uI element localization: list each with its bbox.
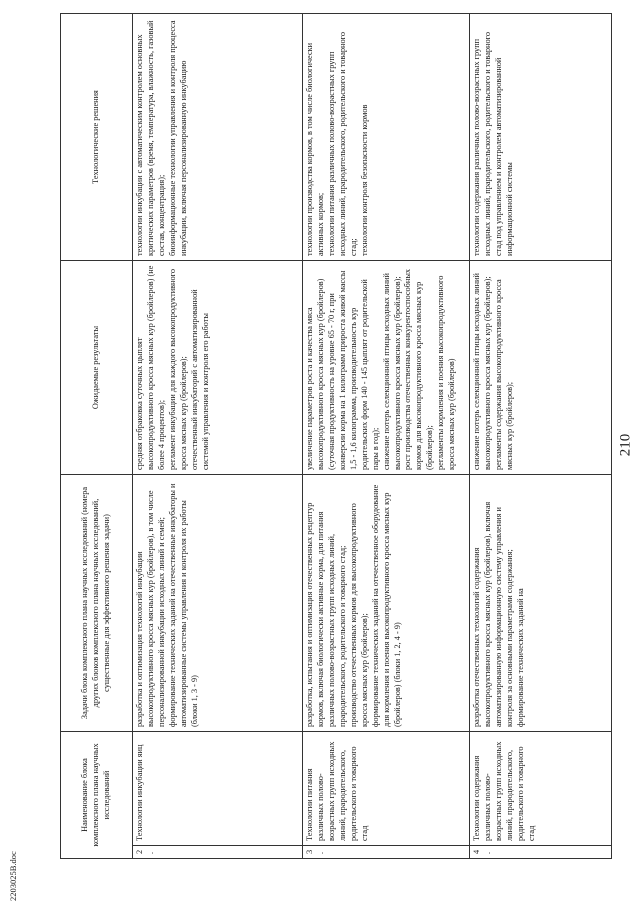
solutions-item: технологии контроля безопасности кормов bbox=[359, 104, 369, 256]
cell-solutions bbox=[470, 14, 612, 261]
tasks-item: разработка, испытания и оптимизация отечественных рецептур кормов, включая биологически активные корма, для питания различных полово-возрастных групп исходных линий, прародительского, родительского и товарного стад; bbox=[305, 502, 347, 727]
table-row bbox=[470, 14, 612, 859]
results-item: снижение потерь селекционной птицы исходных линий высокопродуктивного кросса мясных кур (бройлеров); bbox=[381, 273, 402, 470]
research-plan-table bbox=[60, 13, 612, 859]
cell-tasks bbox=[133, 475, 303, 732]
cell-name bbox=[303, 732, 470, 846]
solutions-item: технологии производства кормов, в том числе биологически активных кормов; bbox=[305, 42, 325, 256]
cell-tasks bbox=[470, 475, 612, 732]
tasks-item: разработка отечественных технологий содержания высокопродуктивного кросса мясных кур (бройлеров), включая автоматизированную информационную систему управления и контроля за основными параметрами содержания; bbox=[472, 501, 514, 727]
cell-results bbox=[303, 261, 470, 475]
results-item: увеличение параметров роста и качества мяса высокопродуктивного кросса мясных кур (бройлеров) (суточная продуктивность на уровне 65 - 70 г, при конверсии корма на 1 килограмм прироста живой массы 1,5 - 1,6 килограмма, производительность кур родительских форм 140 - 145 цыплят от родительской пары в год); bbox=[305, 270, 380, 470]
table-row bbox=[133, 14, 303, 859]
row-number: 2. bbox=[133, 846, 303, 859]
cell-solutions bbox=[133, 14, 303, 261]
results-item: регламенты кормления и поения высокопродуктивного кросса мясных кур (бройлеров) bbox=[436, 275, 457, 470]
results-item: регламент инкубации для каждого высокопродуктивного кросса мясных кур (бройлеров); bbox=[167, 269, 188, 470]
cell-results bbox=[133, 261, 303, 475]
results-item: регламенты содержания высокопродуктивного кросса мясных кур (бройлеров); bbox=[493, 279, 514, 470]
header-block-name: Наименование блока комплексного плана научных исследований bbox=[61, 732, 133, 859]
header-tasks: Задачи блока комплексного плана научных исследований (номера других блоков комплексного плана научных исследований, существенные для эффективного решения задачи) bbox=[61, 475, 133, 732]
name-item: Технологии инкубации яиц bbox=[135, 744, 144, 841]
tasks-item: формирование технических заданий на отечественное оборудование для кормления и поения высокопродуктивного кросса мясных кур (бройлеров) (блоки 1, 2, 4 - 9) bbox=[370, 484, 402, 727]
solutions-item: биоинформационные технологии управления и контроля процесса инкубации, включая персонализированную инкубацию bbox=[167, 20, 188, 256]
results-item: отечественный инкубаторий с автоматизированной системой управления и контроля его работы bbox=[189, 289, 210, 470]
table-row bbox=[303, 14, 470, 859]
table-header-row bbox=[61, 14, 133, 859]
cell-name bbox=[470, 732, 612, 846]
results-item: снижение потерь селекционной птицы исходных линий высокопродуктивного кросса мясных кур (бройлеров); bbox=[472, 273, 492, 470]
solutions-item: технологии питания различных полово-возрастных групп исходных линий, прародительского, родительского и товарного стад; bbox=[326, 32, 358, 256]
tasks-item: разработка и оптимизация технологий инкубации высокопродуктивного кросса мясных кур (бройлеров), в том числе персонализированной инкубации исходных линий и семей; bbox=[135, 490, 166, 727]
tasks-item: производство отечественных кормов для высокопродуктивного кросса мясных кур (бройлеров); bbox=[348, 503, 369, 727]
tasks-item: формирование технических заданий на отечественные инкубаторы и автоматизированные системы управления и контроля их работы (блоки 1, 3 - 9) bbox=[167, 483, 199, 727]
row-number: 3. bbox=[303, 846, 470, 859]
cell-solutions bbox=[303, 14, 470, 261]
results-item: средняя отбраковка суточных цыплят высокопродуктивного кросса мясных кур (бройлеров) (не более 4 процентов); bbox=[135, 265, 166, 470]
cell-tasks bbox=[303, 475, 470, 732]
tasks-item: формирование технических заданий на bbox=[515, 588, 525, 727]
cell-name bbox=[133, 732, 303, 846]
page-number: 210 bbox=[617, 433, 634, 457]
name-item: Технологии содержания различных полово-возрастных групп исходных линий, прародительского, родительского и товарного стад bbox=[472, 741, 536, 841]
header-solutions: Технологические решения bbox=[61, 14, 133, 261]
header-results: Ожидаемые результаты bbox=[61, 261, 133, 475]
row-number: 4. bbox=[470, 846, 612, 859]
results-item: рост производства отечественных конкурентоспособных кормов для высокопродуктивного кросса мясных кур (бройлеров); bbox=[403, 268, 435, 470]
solutions-item: технологии инкубации с автоматическим контролем основных критических параметров (время, температура, влажность, газовый состав, концентрация); bbox=[135, 20, 166, 256]
name-item: Технологии питания различных полово-возрастных групп исходных линий, прародительского, родительского и товарного стад bbox=[305, 741, 369, 841]
document-id: 2203025В.doc bbox=[8, 851, 18, 901]
solutions-item: технологии содержания различных полово-возрастных групп исходных линий, прародительского, родительского и товарного стад под управлением и контролем автоматизированной информационной системы bbox=[472, 32, 514, 256]
cell-results bbox=[470, 261, 612, 475]
